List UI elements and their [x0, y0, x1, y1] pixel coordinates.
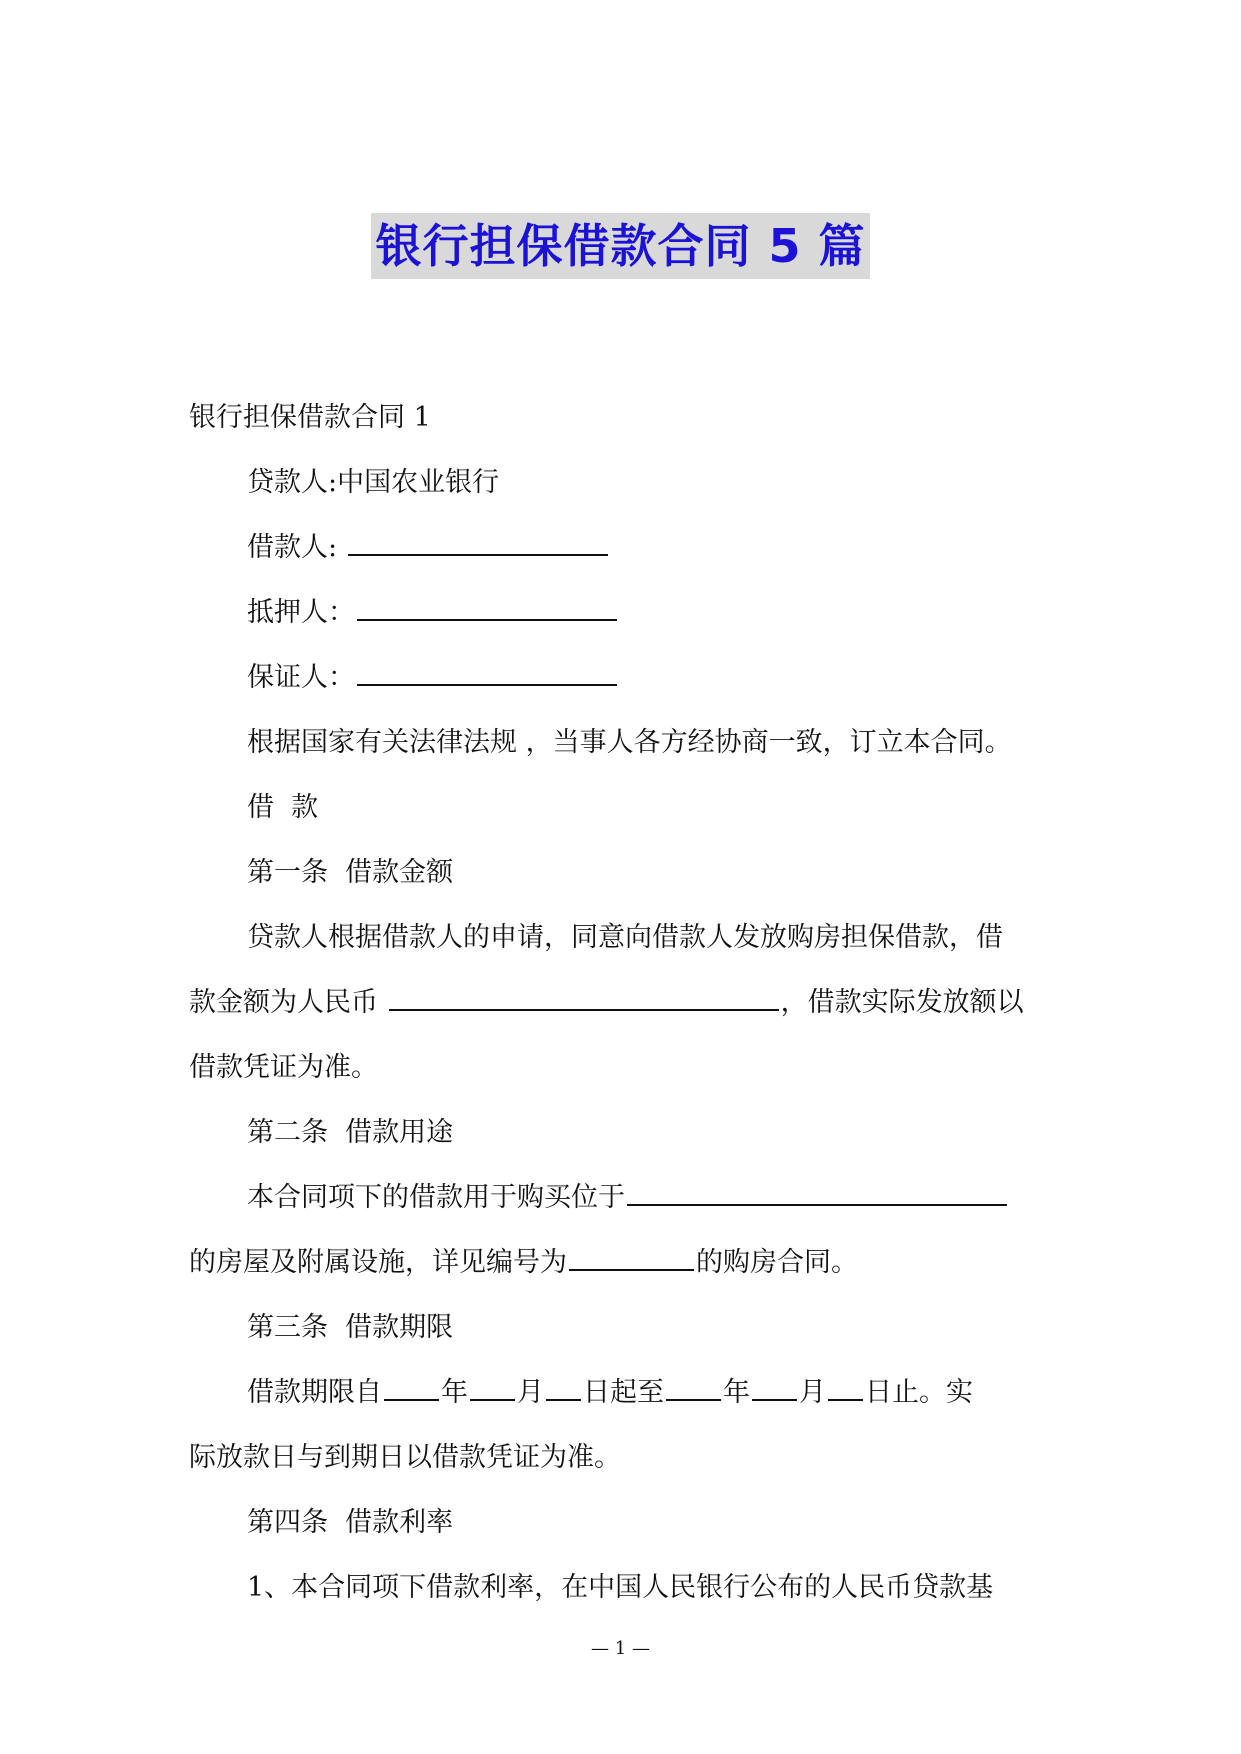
- article1-line1: 贷款人根据借款人的申请，同意向借款人发放购房担保借款，借: [247, 922, 1003, 953]
- page-number: — 1 —: [591, 1638, 650, 1659]
- article3-line2: 际放款日与到期日以借款凭证为准。: [189, 1442, 621, 1473]
- end-day-blank[interactable]: [828, 1377, 863, 1401]
- article2-title: 第二条 借款用途: [247, 1117, 454, 1148]
- article1-line2-pre: 款金额为人民币: [189, 987, 387, 1018]
- contract-number-blank[interactable]: [569, 1247, 694, 1271]
- article3-line1: [189, 1360, 1059, 1425]
- borrower-blank[interactable]: [348, 532, 608, 556]
- end-month-blank[interactable]: [752, 1377, 797, 1401]
- day-to-label: 日止。实: [865, 1377, 973, 1408]
- article2-line2-post: 的购房合同。: [696, 1247, 858, 1278]
- article1-line2: [189, 970, 1059, 1035]
- part-heading: 借 款: [247, 792, 319, 823]
- mortgagor-blank[interactable]: [357, 597, 617, 621]
- article4-title: 第四条 借款利率: [247, 1507, 454, 1538]
- property-location-blank[interactable]: [627, 1182, 1007, 1206]
- year-label: 年: [441, 1377, 468, 1408]
- guarantor-label: 保证人：: [247, 662, 355, 693]
- intro-paragraph: 根据国家有关法律法规 ，当事人各方经协商一致，订立本合同。: [247, 727, 1012, 758]
- article4-line1: 1、本合同项下借款利率，在中国人民银行公布的人民币贷款基: [247, 1572, 994, 1603]
- guarantor-blank[interactable]: [357, 662, 617, 686]
- start-month-blank[interactable]: [470, 1377, 515, 1401]
- article3-title: 第三条 借款期限: [247, 1312, 454, 1343]
- title-container: [0, 213, 1241, 279]
- mortgagor-label: 抵押人：: [247, 597, 355, 628]
- article2-line1: [189, 1165, 1059, 1230]
- end-year-blank[interactable]: [666, 1377, 721, 1401]
- day-from-label: 日起至: [583, 1377, 664, 1408]
- article2-line2-pre: 的房屋及附属设施，详见编号为: [189, 1247, 567, 1278]
- section-heading: 银行担保借款合同 1: [189, 402, 431, 433]
- document-title: 银行担保借款合同 5 篇: [371, 213, 869, 279]
- term-from-label: 借款期限自: [247, 1377, 382, 1408]
- borrower-line: [189, 515, 1059, 580]
- article1-line2-post: ，借款实际发放额以: [780, 987, 1024, 1018]
- mortgagor-line: [189, 580, 1059, 645]
- year-label: 年: [723, 1377, 750, 1408]
- article1-line3: 借款凭证为准。: [189, 1052, 378, 1083]
- article2-line1-text: 本合同项下的借款用于购买位于: [247, 1182, 625, 1213]
- document-body: [189, 385, 1059, 1620]
- borrower-label: 借款人:: [247, 532, 346, 563]
- month-label: 月: [517, 1377, 544, 1408]
- lender-line: 贷款人:中国农业银行: [247, 467, 500, 498]
- article1-title: 第一条 借款金额: [247, 857, 454, 888]
- article2-line2: [189, 1230, 1059, 1295]
- month-label: 月: [799, 1377, 826, 1408]
- guarantor-line: [189, 645, 1059, 710]
- start-year-blank[interactable]: [384, 1377, 439, 1401]
- loan-amount-blank[interactable]: [389, 987, 779, 1011]
- start-day-blank[interactable]: [546, 1377, 581, 1401]
